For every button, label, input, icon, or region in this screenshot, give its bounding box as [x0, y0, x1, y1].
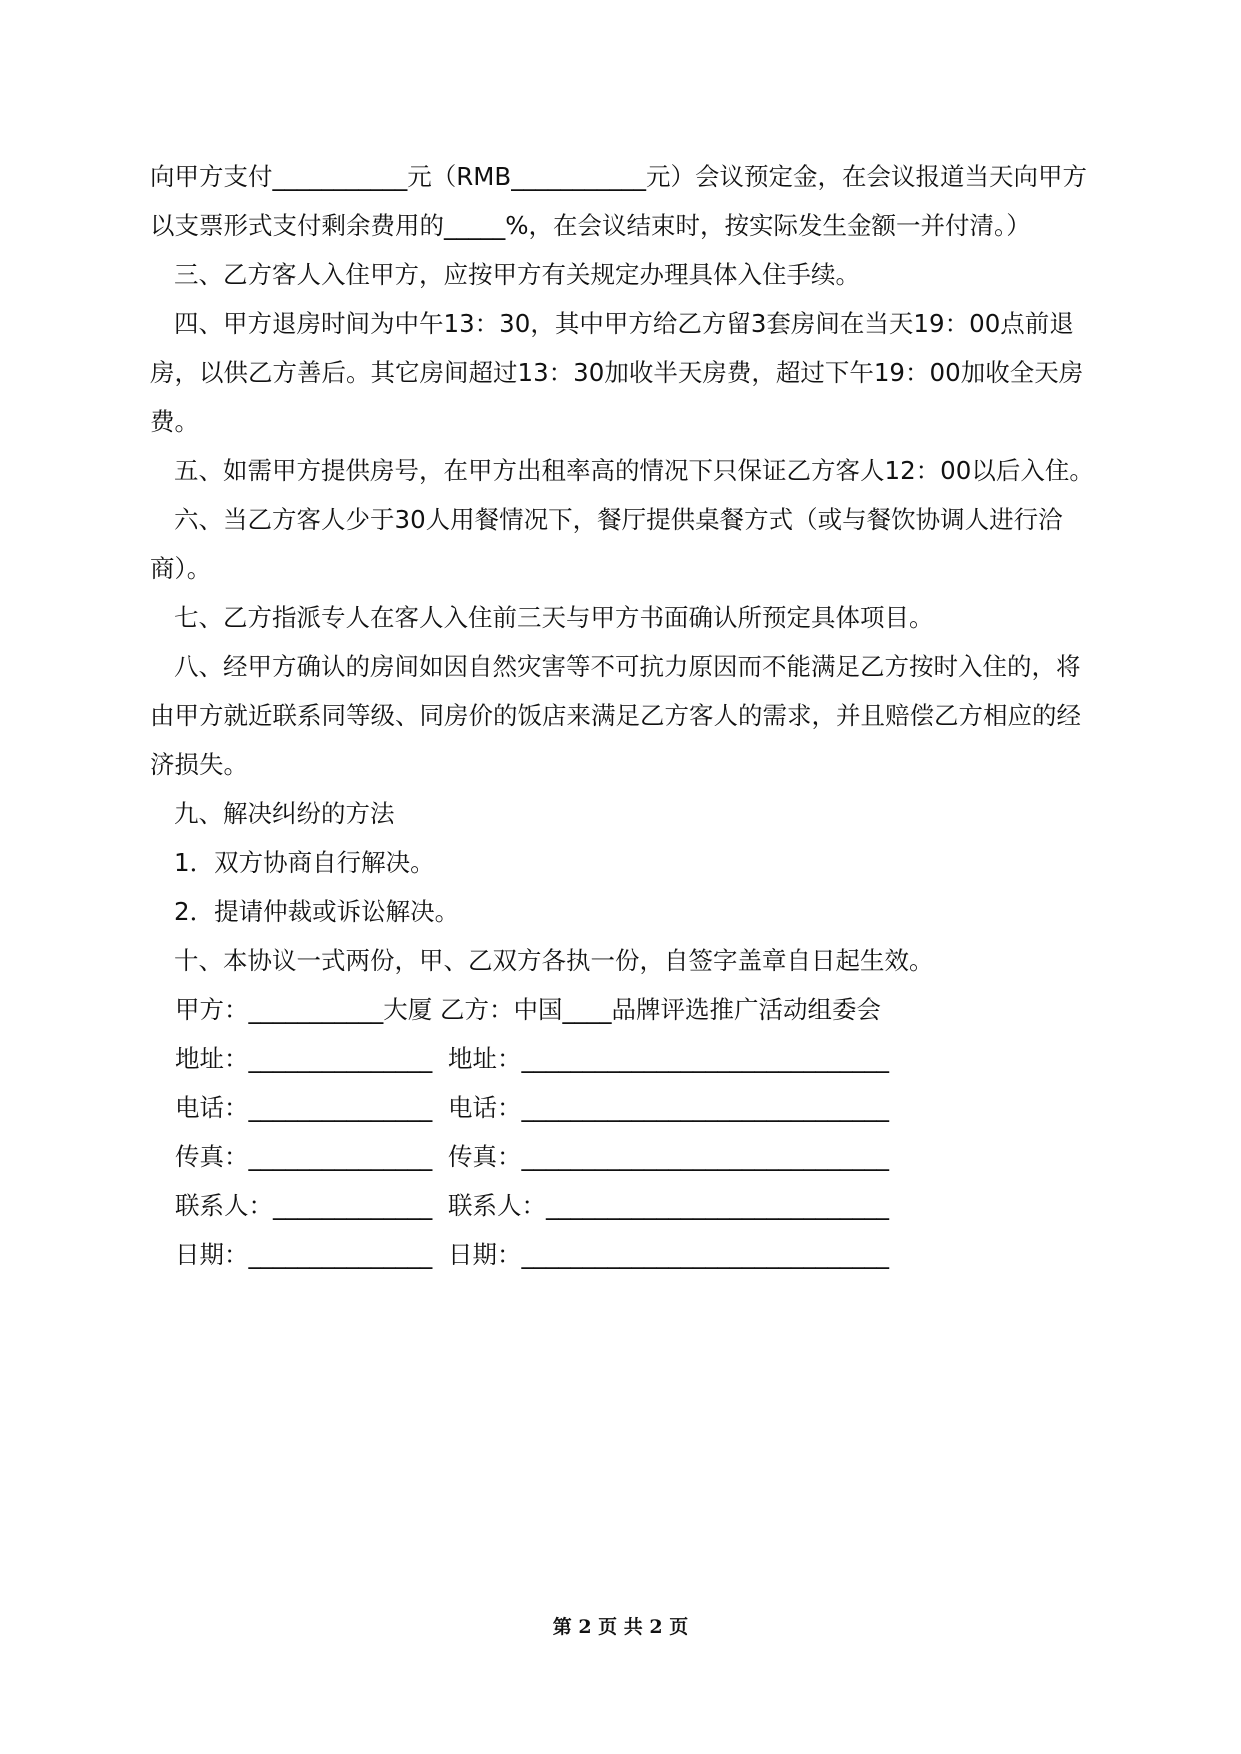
signature-row-address — [150, 1034, 1100, 1083]
paragraph-clause-7: 七、乙方指派专人在客人入住前三天与甲方书面确认所预定具体项目。 — [174, 603, 934, 632]
party-a-contact: 联系人：_____________ — [175, 1191, 433, 1220]
signature-row-contact — [150, 1181, 1100, 1230]
party-a-address: 地址：_______________ — [175, 1044, 433, 1073]
party-a-date: 日期：_______________ — [175, 1240, 433, 1269]
party-b-address: 地址：______________________________ — [448, 1044, 889, 1073]
paragraph-clause-10: 十、本协议一式两份，甲、乙双方各执一份，自签字盖章自日起生效。 — [174, 946, 934, 975]
signature-row-date — [150, 1230, 1100, 1279]
paragraph-clause-9-item-1: 1．双方协商自行解决。 — [174, 848, 435, 877]
document-body — [150, 152, 1100, 1279]
paragraph-clause-4: 四、甲方退房时间为中午13：30，其中甲方给乙方留3套房间在当天19：00点前退房，以供乙方善后。其它房间超过13：30加收半天房费，超过下午19：00加收全天房费。 — [150, 309, 1084, 436]
paragraph-clause-9-heading: 九、解决纠纷的方法 — [174, 799, 395, 828]
signature-block — [150, 985, 1100, 1279]
paragraph-clause-6: 六、当乙方客人少于30人用餐情况下，餐厅提供桌餐方式（或与餐饮协调人进行洽商）。 — [150, 505, 1063, 583]
paragraph-clause-3: 三、乙方客人入住甲方，应按甲方有关规定办理具体入住手续。 — [174, 260, 860, 289]
paragraph-clause-5: 五、如需甲方提供房号，在甲方出租率高的情况下只保证乙方客人12：00以后入住。 — [174, 456, 1094, 485]
party-b-contact: 联系人：____________________________ — [448, 1191, 889, 1220]
party-b-fax: 传真：______________________________ — [448, 1142, 889, 1171]
page-number-footer: 第 2 页 共 2 页 — [552, 1616, 689, 1638]
signature-row-fax — [150, 1132, 1100, 1181]
signature-row-phone — [150, 1083, 1100, 1132]
paragraph-clause-8: 八、经甲方确认的房间如因自然灾害等不可抗力原因而不能满足乙方按时入住的，将由甲方就近联系同等级、同房价的饭店来满足乙方客人的需求，并且赔偿乙方相应的经济损失。 — [150, 652, 1081, 779]
paragraph-clause-9-item-2: 2．提请仲裁或诉讼解决。 — [174, 897, 460, 926]
party-a-phone: 电话：_______________ — [175, 1093, 433, 1122]
party-b-phone: 电话：______________________________ — [448, 1093, 889, 1122]
party-b-date: 日期：______________________________ — [448, 1240, 889, 1269]
signature-party-line: 甲方：___________大厦 乙方：中国____品牌评选推广活动组委会 — [175, 995, 882, 1024]
party-a-fax: 传真：_______________ — [175, 1142, 433, 1171]
paragraph-payment: 向甲方支付___________元（RMB___________元）会议预定金，在会议报道当天向甲方以支票形式支付剩余费用的_____%，在会议结束时，按实际发生金额一并付清。） — [150, 162, 1087, 240]
